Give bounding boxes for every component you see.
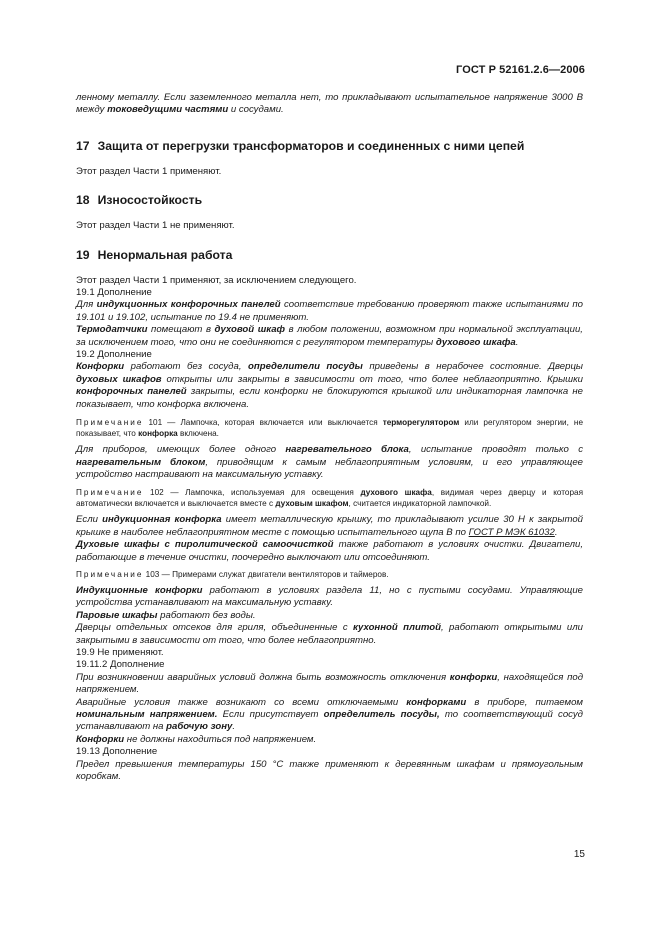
text-run: включена. <box>177 429 219 439</box>
section-17-heading <box>76 139 583 154</box>
text-run: , считается индикаторной лампочкой. <box>348 499 492 509</box>
clause-19-1: 19.1 Дополнение <box>76 287 152 299</box>
standard-reference-link[interactable]: ГОСТ Р МЭК 61032 <box>468 526 555 538</box>
section-19-heading <box>76 248 583 263</box>
section-title: Износостойкость <box>97 193 203 208</box>
text-run: При возникновении аварийных условий должна быть возможность отключения <box>76 671 450 683</box>
term: номинальным напряжением. <box>76 709 218 720</box>
paragraph-19-11-2-c <box>76 734 583 746</box>
term: конфорка <box>138 429 178 439</box>
paragraph-19-2-g <box>76 622 583 647</box>
term: нагревательного блока <box>285 444 409 456</box>
text-run: работают в условиях раздела 11, но с пустыми сосудами. Управляющие устройства устанавливают на максимальную уставку. <box>76 584 583 609</box>
term: духовой шкаф <box>214 324 286 336</box>
clause-19-9: 19.9 Не применяют. <box>76 646 164 658</box>
document-number: ГОСТ Р 52161.2.6—2006 <box>456 64 585 76</box>
section-19-intro: Этот раздел Части 1 применяют, за исключением следующего. <box>76 274 357 286</box>
paragraph-19-11-2-a <box>76 672 583 697</box>
paragraph-19-2-a <box>76 361 583 411</box>
text-run: помещают в <box>147 324 215 336</box>
term: конфорки <box>449 671 498 683</box>
page-number: 15 <box>573 849 585 860</box>
paragraph-19-1-b <box>76 324 583 349</box>
section-number: 17 <box>76 138 90 153</box>
term: токоведущими частями <box>107 104 229 116</box>
section-18-heading <box>76 193 583 208</box>
text-run: , видимая через дверцу и которая автоматически включается и выключается вместе с <box>76 488 584 509</box>
term: конфорочных панелей <box>76 386 187 398</box>
text-run: ленному металлу. Если заземленного металла нет, то прикладывают испытательное напряжение 3000 В между <box>76 92 583 116</box>
text-run: Если <box>76 514 103 526</box>
term: нагревательным блоком <box>76 456 206 468</box>
note-label: Примечание <box>76 569 144 579</box>
page-content <box>76 92 583 783</box>
section-number: 19 <box>76 247 90 262</box>
term: Духовые шкафы с пиролитической самоочисткой <box>76 539 334 551</box>
section-18-text: Этот раздел Части 1 не применяют. <box>76 220 235 232</box>
term: кухонной плитой <box>353 622 441 634</box>
term: определитель посуды, <box>323 709 440 720</box>
paragraph-19-2-f <box>76 610 583 622</box>
text-run: закрыты, если конфорки не блокируются крышкой или индикаторная лампочка не показывает, что конфорка включена. <box>76 386 583 410</box>
term: индукционных конфорочных панелей <box>96 299 281 311</box>
paragraph-19-2-e <box>76 585 583 610</box>
term: духового шкафа <box>435 336 516 348</box>
text-run: , приводящим к самым неблагоприятным условиям, и его управляющее устройство настраивают на максимальную уставку. <box>76 456 583 480</box>
text-run: в приборе, питаемом <box>466 696 584 708</box>
term: определители посуды <box>248 361 363 373</box>
text-run: не должны находиться под напряжением. <box>124 733 317 745</box>
text-run: также работают в условиях очистки. Двигатели, работающие в течение очистки, поочередно выключают или отсоединяют. <box>76 539 583 563</box>
clause-19-13: 19.13 Дополнение <box>76 746 158 758</box>
term: Конфорки <box>76 733 125 745</box>
text-run: Для <box>76 299 97 311</box>
text-run: , работают открытыми или закрытыми в зависимости от того, что более неблагоприятно. <box>76 622 583 646</box>
text-run: . <box>554 526 558 538</box>
note-103 <box>76 569 583 580</box>
paragraph-19-1-a <box>76 299 583 324</box>
term: Паровые шкафы <box>76 609 158 621</box>
paragraph-19-13: Предел превышения температуры 150 °С также применяют к деревянным шкафам и прямоугольным коробкам. <box>76 758 583 783</box>
note-102 <box>76 487 583 509</box>
section-number: 18 <box>76 193 90 208</box>
term: индукционная конфорка <box>102 514 222 526</box>
text-run: 101 — Лампочка, которая включается или выключается <box>143 418 383 428</box>
section-title: Защита от перегрузки трансформаторов и соединенных с ними цепей <box>97 138 525 153</box>
note-label: Примечание <box>76 418 144 428</box>
text-run: 103 — Примерами служат двигатели вентиляторов и таймеров. <box>143 569 389 579</box>
section-17-text: Этот раздел Части 1 применяют. <box>76 165 222 177</box>
text-run: работают без воды. <box>157 609 256 621</box>
text-run: Дверцы отдельных отсеков для гриля, объединенные с <box>76 622 354 634</box>
text-run: соответствие требованию проверяют также испытаниями по 19.101 и 19.102, испытание по 19.4 не применяют. <box>76 299 583 323</box>
text-run: . <box>515 336 519 348</box>
text-run: или регулятором энергии, не показывает, что <box>76 418 584 439</box>
term: терморегулятором <box>382 418 460 428</box>
paragraph-19-2-c <box>76 514 583 539</box>
text-run: , испытание проводят только с <box>408 444 583 456</box>
term: конфорками <box>406 696 467 708</box>
text-run: имеет металлическую крышку, то прикладывают усилие 30 Н к закрытой крышке в наиболее неблагоприятном месте с помощью испытательного щупа В по <box>76 514 583 538</box>
term: духовым шкафом <box>275 499 349 509</box>
text-run: . <box>232 721 235 733</box>
text-run: приведены в нерабочее состояние. Дверцы <box>362 361 583 373</box>
clause-19-2: 19.2 Дополнение <box>76 349 152 361</box>
text-run: открыты или закрыты в зависимости от того, что более неблагоприятно. Крышки <box>161 373 583 385</box>
note-label: Примечание <box>76 488 144 498</box>
term: рабочую зону <box>166 721 233 733</box>
text-run: Аварийные условия также возникают со всеми отключаемыми <box>76 696 407 708</box>
term: Термодатчики <box>76 324 148 336</box>
term: Индукционные конфорки <box>76 584 203 596</box>
term: духовых шкафов <box>76 373 162 385</box>
section-title: Ненормальная работа <box>97 247 233 262</box>
paragraph-19-2-b <box>76 444 583 481</box>
clause-19-11-2: 19.11.2 Дополнение <box>76 659 165 671</box>
text-run: и сосудами. <box>228 104 284 116</box>
text-run: , находящейся под напряжением. <box>76 671 583 696</box>
text-run: Если присутствует <box>217 709 324 720</box>
note-101 <box>76 417 583 439</box>
paragraph-19-11-2-b <box>76 697 583 734</box>
intro-paragraph <box>76 92 583 117</box>
text-run: 102 — Лампочка, используемая для освещения <box>143 488 361 498</box>
term: Конфорки <box>76 361 125 373</box>
text-run: Для приборов, имеющих более одного <box>76 444 286 456</box>
text-run: работают без сосуда, <box>124 361 248 373</box>
term: духового шкафа <box>360 488 432 498</box>
text-run: то соответствующий сосуд устанавливают на <box>76 709 583 733</box>
paragraph-19-2-d <box>76 539 583 564</box>
text-run: в любом положении, возможном при нормальной эксплуатации, за исключением того, что они не соединяются с регулятором температуры <box>76 324 583 348</box>
